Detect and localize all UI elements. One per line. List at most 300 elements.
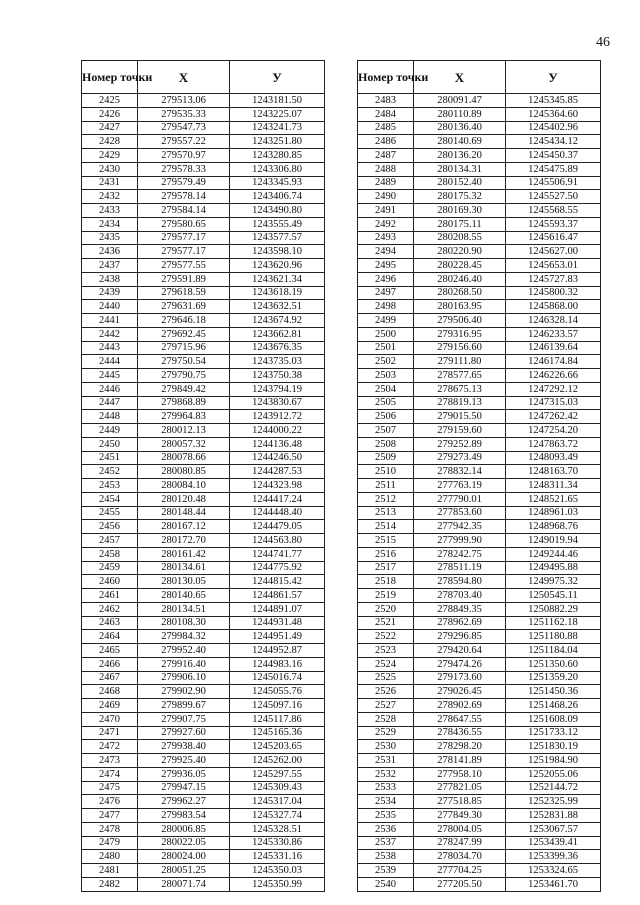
x-coordinate-cell: 279962.27	[138, 795, 230, 809]
y-coordinate-cell: 1245568.55	[506, 204, 601, 218]
y-coordinate-cell: 1251350.60	[506, 657, 601, 671]
x-coordinate-cell: 280228.45	[414, 259, 506, 273]
point-number-cell: 2428	[82, 135, 138, 149]
y-coordinate-cell: 1245616.47	[506, 231, 601, 245]
x-coordinate-cell: 278034.70	[414, 850, 506, 864]
y-coordinate-cell: 1244931.48	[230, 616, 325, 630]
coordinates-table-left	[81, 60, 325, 892]
table-row	[358, 822, 601, 836]
point-number-cell: 2525	[358, 671, 414, 685]
point-number-cell: 2432	[82, 190, 138, 204]
table-row	[82, 534, 325, 548]
x-coordinate-cell: 279849.42	[138, 382, 230, 396]
y-coordinate-cell: 1246226.66	[506, 369, 601, 383]
y-coordinate-cell: 1245450.37	[506, 149, 601, 163]
point-number-cell: 2451	[82, 451, 138, 465]
table-row	[82, 135, 325, 149]
y-coordinate-cell: 1243662.81	[230, 327, 325, 341]
table-row	[82, 712, 325, 726]
y-coordinate-cell: 1245309.43	[230, 781, 325, 795]
x-coordinate-cell: 278577.65	[414, 369, 506, 383]
x-coordinate-cell: 278511.19	[414, 561, 506, 575]
x-coordinate-cell: 279952.40	[138, 644, 230, 658]
x-coordinate-cell: 279420.64	[414, 644, 506, 658]
y-coordinate-cell: 1245593.37	[506, 217, 601, 231]
y-coordinate-cell: 1252055.06	[506, 767, 601, 781]
table-row	[82, 754, 325, 768]
point-number-cell: 2436	[82, 245, 138, 259]
table-row	[82, 341, 325, 355]
x-coordinate-cell: 279790.75	[138, 369, 230, 383]
point-number-cell: 2532	[358, 767, 414, 781]
y-coordinate-cell: 1245364.60	[506, 107, 601, 121]
page-number: 46	[596, 35, 610, 50]
table-row	[358, 726, 601, 740]
table-row	[82, 410, 325, 424]
y-coordinate-cell: 1243621.34	[230, 272, 325, 286]
y-coordinate-cell: 1251608.09	[506, 712, 601, 726]
table-row	[358, 685, 601, 699]
table-row	[358, 877, 601, 891]
x-coordinate-cell: 279570.97	[138, 149, 230, 163]
table-row	[82, 272, 325, 286]
x-coordinate-cell: 279173.60	[414, 671, 506, 685]
y-coordinate-cell: 1245262.00	[230, 754, 325, 768]
table-row	[82, 424, 325, 438]
point-number-cell: 2455	[82, 506, 138, 520]
y-coordinate-cell: 1245345.85	[506, 94, 601, 108]
point-number-cell: 2495	[358, 259, 414, 273]
x-coordinate-cell: 279907.75	[138, 712, 230, 726]
point-number-cell: 2540	[358, 877, 414, 891]
x-coordinate-cell: 279156.60	[414, 341, 506, 355]
table-row	[358, 850, 601, 864]
point-number-cell: 2512	[358, 492, 414, 506]
x-coordinate-cell: 278832.14	[414, 465, 506, 479]
x-coordinate-cell: 279925.40	[138, 754, 230, 768]
table-row	[358, 809, 601, 823]
table-row	[82, 369, 325, 383]
y-coordinate-cell: 1245475.89	[506, 162, 601, 176]
point-number-header: Номер точки	[82, 61, 138, 94]
y-coordinate-cell: 1246233.57	[506, 327, 601, 341]
x-coordinate-cell: 279547.73	[138, 121, 230, 135]
y-header: У	[230, 61, 325, 94]
y-coordinate-cell: 1251468.26	[506, 699, 601, 713]
x-coordinate-cell: 278298.20	[414, 740, 506, 754]
point-number-cell: 2486	[358, 135, 414, 149]
table-row	[358, 162, 601, 176]
y-coordinate-cell: 1248968.76	[506, 520, 601, 534]
x-coordinate-cell: 279983.54	[138, 809, 230, 823]
point-number-cell: 2453	[82, 479, 138, 493]
x-coordinate-cell: 280175.32	[414, 190, 506, 204]
y-coordinate-cell: 1244417.24	[230, 492, 325, 506]
y-coordinate-cell: 1245297.55	[230, 767, 325, 781]
y-coordinate-cell: 1250882.29	[506, 602, 601, 616]
point-number-cell: 2489	[358, 176, 414, 190]
y-coordinate-cell: 1251450.36	[506, 685, 601, 699]
table-row	[82, 685, 325, 699]
table-row	[82, 864, 325, 878]
x-coordinate-cell: 279936.05	[138, 767, 230, 781]
point-number-cell: 2490	[358, 190, 414, 204]
point-number-cell: 2474	[82, 767, 138, 781]
x-coordinate-cell: 279535.33	[138, 107, 230, 121]
y-coordinate-cell: 1243306.80	[230, 162, 325, 176]
y-coordinate-cell: 1251162.18	[506, 616, 601, 630]
point-number-cell: 2493	[358, 231, 414, 245]
y-coordinate-cell: 1245203.65	[230, 740, 325, 754]
table-row	[358, 245, 601, 259]
x-coordinate-cell: 279868.89	[138, 396, 230, 410]
table-row	[358, 644, 601, 658]
header-row	[82, 61, 325, 94]
point-number-cell: 2481	[82, 864, 138, 878]
x-coordinate-cell: 280134.31	[414, 162, 506, 176]
table-row	[358, 671, 601, 685]
x-coordinate-cell: 279591.89	[138, 272, 230, 286]
point-number-cell: 2521	[358, 616, 414, 630]
y-coordinate-cell: 1244775.92	[230, 561, 325, 575]
x-coordinate-cell: 280110.89	[414, 107, 506, 121]
table-row	[358, 754, 601, 768]
x-coordinate-cell: 279513.06	[138, 94, 230, 108]
x-coordinate-cell: 279906.10	[138, 671, 230, 685]
x-coordinate-cell: 279015.50	[414, 410, 506, 424]
table-row	[358, 382, 601, 396]
point-number-header: Номер точки	[358, 61, 414, 94]
y-coordinate-cell: 1243632.51	[230, 300, 325, 314]
point-number-cell: 2462	[82, 602, 138, 616]
table-row	[82, 616, 325, 630]
x-coordinate-cell: 279159.60	[414, 424, 506, 438]
x-coordinate-cell: 280140.65	[138, 589, 230, 603]
x-coordinate-cell: 279899.67	[138, 699, 230, 713]
point-number-cell: 2538	[358, 850, 414, 864]
y-coordinate-cell: 1245317.04	[230, 795, 325, 809]
x-coordinate-cell: 278819.13	[414, 396, 506, 410]
table-row	[82, 245, 325, 259]
x-coordinate-cell: 278902.69	[414, 699, 506, 713]
x-coordinate-cell: 277821.05	[414, 781, 506, 795]
y-coordinate-cell: 1244815.42	[230, 575, 325, 589]
y-coordinate-cell: 1246139.64	[506, 341, 601, 355]
table-row	[82, 547, 325, 561]
point-number-cell: 2519	[358, 589, 414, 603]
x-coordinate-cell: 277704.25	[414, 864, 506, 878]
point-number-cell: 2473	[82, 754, 138, 768]
x-coordinate-cell: 278594.80	[414, 575, 506, 589]
x-coordinate-cell: 279579.49	[138, 176, 230, 190]
table-row	[358, 547, 601, 561]
y-coordinate-cell: 1243676.35	[230, 341, 325, 355]
table-row	[82, 190, 325, 204]
x-coordinate-cell: 279316.95	[414, 327, 506, 341]
table-row	[82, 327, 325, 341]
x-coordinate-cell: 278141.89	[414, 754, 506, 768]
y-coordinate-cell: 1248311.34	[506, 479, 601, 493]
x-coordinate-cell: 280152.40	[414, 176, 506, 190]
y-coordinate-cell: 1243181.50	[230, 94, 325, 108]
table-row	[358, 217, 601, 231]
x-coordinate-cell: 280084.10	[138, 479, 230, 493]
x-coordinate-cell: 278849.35	[414, 602, 506, 616]
point-number-cell: 2434	[82, 217, 138, 231]
table-row	[358, 190, 601, 204]
point-number-cell: 2503	[358, 369, 414, 383]
table-row	[82, 740, 325, 754]
table-row	[82, 575, 325, 589]
point-number-cell: 2534	[358, 795, 414, 809]
table-row	[358, 176, 601, 190]
point-number-cell: 2529	[358, 726, 414, 740]
y-coordinate-cell: 1245434.12	[506, 135, 601, 149]
table-row	[358, 231, 601, 245]
point-number-cell: 2526	[358, 685, 414, 699]
x-coordinate-cell: 280169.30	[414, 204, 506, 218]
table-row	[358, 272, 601, 286]
point-number-cell: 2491	[358, 204, 414, 218]
table-row	[358, 616, 601, 630]
y-coordinate-cell: 1248163.70	[506, 465, 601, 479]
table-row	[358, 121, 601, 135]
point-number-cell: 2468	[82, 685, 138, 699]
point-number-cell: 2450	[82, 437, 138, 451]
y-coordinate-cell: 1245097.16	[230, 699, 325, 713]
y-coordinate-cell: 1248961.03	[506, 506, 601, 520]
table-row	[82, 451, 325, 465]
point-number-cell: 2433	[82, 204, 138, 218]
table-row	[82, 465, 325, 479]
x-coordinate-cell: 277790.01	[414, 492, 506, 506]
table-row	[82, 506, 325, 520]
table-row	[82, 259, 325, 273]
table-row	[82, 149, 325, 163]
point-number-cell: 2439	[82, 286, 138, 300]
x-header: X	[138, 61, 230, 94]
point-number-cell: 2513	[358, 506, 414, 520]
table-row	[82, 437, 325, 451]
y-coordinate-cell: 1251830.19	[506, 740, 601, 754]
x-coordinate-cell: 280140.69	[414, 135, 506, 149]
y-coordinate-cell: 1244000.22	[230, 424, 325, 438]
y-coordinate-cell: 1244891.07	[230, 602, 325, 616]
y-coordinate-cell: 1245055.76	[230, 685, 325, 699]
y-coordinate-cell: 1251733.12	[506, 726, 601, 740]
y-coordinate-cell: 1245328.51	[230, 822, 325, 836]
x-coordinate-cell: 279916.40	[138, 657, 230, 671]
point-number-cell: 2524	[358, 657, 414, 671]
table-row	[358, 135, 601, 149]
point-number-cell: 2487	[358, 149, 414, 163]
table-row	[82, 231, 325, 245]
point-number-cell: 2523	[358, 644, 414, 658]
y-coordinate-cell: 1245627.00	[506, 245, 601, 259]
x-coordinate-cell: 280268.50	[414, 286, 506, 300]
point-number-cell: 2501	[358, 341, 414, 355]
table-row	[82, 314, 325, 328]
y-coordinate-cell: 1246174.84	[506, 355, 601, 369]
point-number-cell: 2505	[358, 396, 414, 410]
x-coordinate-cell: 278247.99	[414, 836, 506, 850]
point-number-cell: 2444	[82, 355, 138, 369]
table-row	[358, 520, 601, 534]
table-row	[82, 644, 325, 658]
x-coordinate-cell: 279750.54	[138, 355, 230, 369]
x-coordinate-cell: 279580.65	[138, 217, 230, 231]
x-coordinate-cell: 280012.13	[138, 424, 230, 438]
x-coordinate-cell: 280136.20	[414, 149, 506, 163]
point-number-cell: 2467	[82, 671, 138, 685]
table-row	[82, 795, 325, 809]
table-row	[358, 410, 601, 424]
x-coordinate-cell: 279618.59	[138, 286, 230, 300]
point-number-cell: 2442	[82, 327, 138, 341]
x-coordinate-cell: 277763.19	[414, 479, 506, 493]
point-number-cell: 2528	[358, 712, 414, 726]
table-row	[82, 396, 325, 410]
x-coordinate-cell: 280172.70	[138, 534, 230, 548]
point-number-cell: 2430	[82, 162, 138, 176]
y-coordinate-cell: 1245653.01	[506, 259, 601, 273]
point-number-cell: 2531	[358, 754, 414, 768]
point-number-cell: 2456	[82, 520, 138, 534]
point-number-cell: 2506	[358, 410, 414, 424]
x-coordinate-cell: 277999.90	[414, 534, 506, 548]
point-number-cell: 2475	[82, 781, 138, 795]
table-row	[358, 534, 601, 548]
point-number-cell: 2425	[82, 94, 138, 108]
x-coordinate-cell: 279984.32	[138, 630, 230, 644]
point-number-cell: 2457	[82, 534, 138, 548]
y-coordinate-cell: 1244951.49	[230, 630, 325, 644]
point-number-cell: 2517	[358, 561, 414, 575]
y-coordinate-cell: 1244563.80	[230, 534, 325, 548]
x-coordinate-cell: 277849.30	[414, 809, 506, 823]
table-row	[358, 259, 601, 273]
x-coordinate-cell: 280091.47	[414, 94, 506, 108]
table-row	[358, 506, 601, 520]
x-coordinate-cell: 279557.22	[138, 135, 230, 149]
point-number-cell: 2514	[358, 520, 414, 534]
x-coordinate-cell: 280006.85	[138, 822, 230, 836]
x-coordinate-cell: 279947.15	[138, 781, 230, 795]
y-coordinate-cell: 1245506.91	[506, 176, 601, 190]
x-coordinate-cell: 280051.25	[138, 864, 230, 878]
table-row	[358, 864, 601, 878]
point-number-cell: 2518	[358, 575, 414, 589]
table-row	[358, 479, 601, 493]
table-row	[358, 657, 601, 671]
table-row	[82, 94, 325, 108]
table-row	[82, 479, 325, 493]
y-coordinate-cell: 1245350.03	[230, 864, 325, 878]
x-coordinate-cell: 279296.85	[414, 630, 506, 644]
table-row	[358, 575, 601, 589]
x-coordinate-cell: 279927.60	[138, 726, 230, 740]
point-number-cell: 2497	[358, 286, 414, 300]
y-coordinate-cell: 1251180.88	[506, 630, 601, 644]
x-coordinate-cell: 279938.40	[138, 740, 230, 754]
x-coordinate-cell: 280175.11	[414, 217, 506, 231]
point-number-cell: 2460	[82, 575, 138, 589]
point-number-cell: 2440	[82, 300, 138, 314]
y-coordinate-cell: 1245868.00	[506, 300, 601, 314]
y-coordinate-cell: 1243794.19	[230, 382, 325, 396]
x-coordinate-cell: 280078.66	[138, 451, 230, 465]
table-row	[358, 492, 601, 506]
x-coordinate-cell: 279692.45	[138, 327, 230, 341]
point-number-cell: 2454	[82, 492, 138, 506]
table-row	[358, 630, 601, 644]
point-number-cell: 2484	[358, 107, 414, 121]
point-number-cell: 2469	[82, 699, 138, 713]
point-number-cell: 2507	[358, 424, 414, 438]
x-coordinate-cell: 279578.33	[138, 162, 230, 176]
point-number-cell: 2449	[82, 424, 138, 438]
y-coordinate-cell: 1245527.50	[506, 190, 601, 204]
x-header: X	[414, 61, 506, 94]
y-coordinate-cell: 1245165.36	[230, 726, 325, 740]
point-number-cell: 2535	[358, 809, 414, 823]
point-number-cell: 2516	[358, 547, 414, 561]
x-coordinate-cell: 280057.32	[138, 437, 230, 451]
table-row	[82, 630, 325, 644]
x-coordinate-cell: 278675.13	[414, 382, 506, 396]
table-row	[82, 809, 325, 823]
y-coordinate-cell: 1243735.03	[230, 355, 325, 369]
y-coordinate-cell: 1243598.10	[230, 245, 325, 259]
y-coordinate-cell: 1243280.85	[230, 149, 325, 163]
table-row	[358, 300, 601, 314]
point-number-cell: 2539	[358, 864, 414, 878]
table-row	[358, 286, 601, 300]
y-coordinate-cell: 1245800.32	[506, 286, 601, 300]
table-row	[82, 176, 325, 190]
table-row	[82, 671, 325, 685]
y-coordinate-cell: 1251984.90	[506, 754, 601, 768]
table-row	[82, 822, 325, 836]
x-coordinate-cell: 279964.83	[138, 410, 230, 424]
table-row	[82, 204, 325, 218]
point-number-cell: 2504	[358, 382, 414, 396]
point-number-cell: 2472	[82, 740, 138, 754]
y-coordinate-cell: 1243345.93	[230, 176, 325, 190]
point-number-cell: 2435	[82, 231, 138, 245]
point-number-cell: 2511	[358, 479, 414, 493]
point-number-cell: 2485	[358, 121, 414, 135]
y-coordinate-cell: 1243620.96	[230, 259, 325, 273]
point-number-cell: 2445	[82, 369, 138, 383]
point-number-cell: 2536	[358, 822, 414, 836]
table-row	[358, 327, 601, 341]
y-coordinate-cell: 1253067.57	[506, 822, 601, 836]
y-coordinate-cell: 1244741.77	[230, 547, 325, 561]
x-coordinate-cell: 279715.96	[138, 341, 230, 355]
table-row	[358, 424, 601, 438]
y-coordinate-cell: 1244287.53	[230, 465, 325, 479]
point-number-cell: 2458	[82, 547, 138, 561]
y-coordinate-cell: 1243490.80	[230, 204, 325, 218]
point-number-cell: 2498	[358, 300, 414, 314]
table-row	[358, 465, 601, 479]
y-coordinate-cell: 1244479.05	[230, 520, 325, 534]
table-row	[82, 162, 325, 176]
point-number-cell: 2492	[358, 217, 414, 231]
y-coordinate-cell: 1253439.41	[506, 836, 601, 850]
table-row	[358, 767, 601, 781]
